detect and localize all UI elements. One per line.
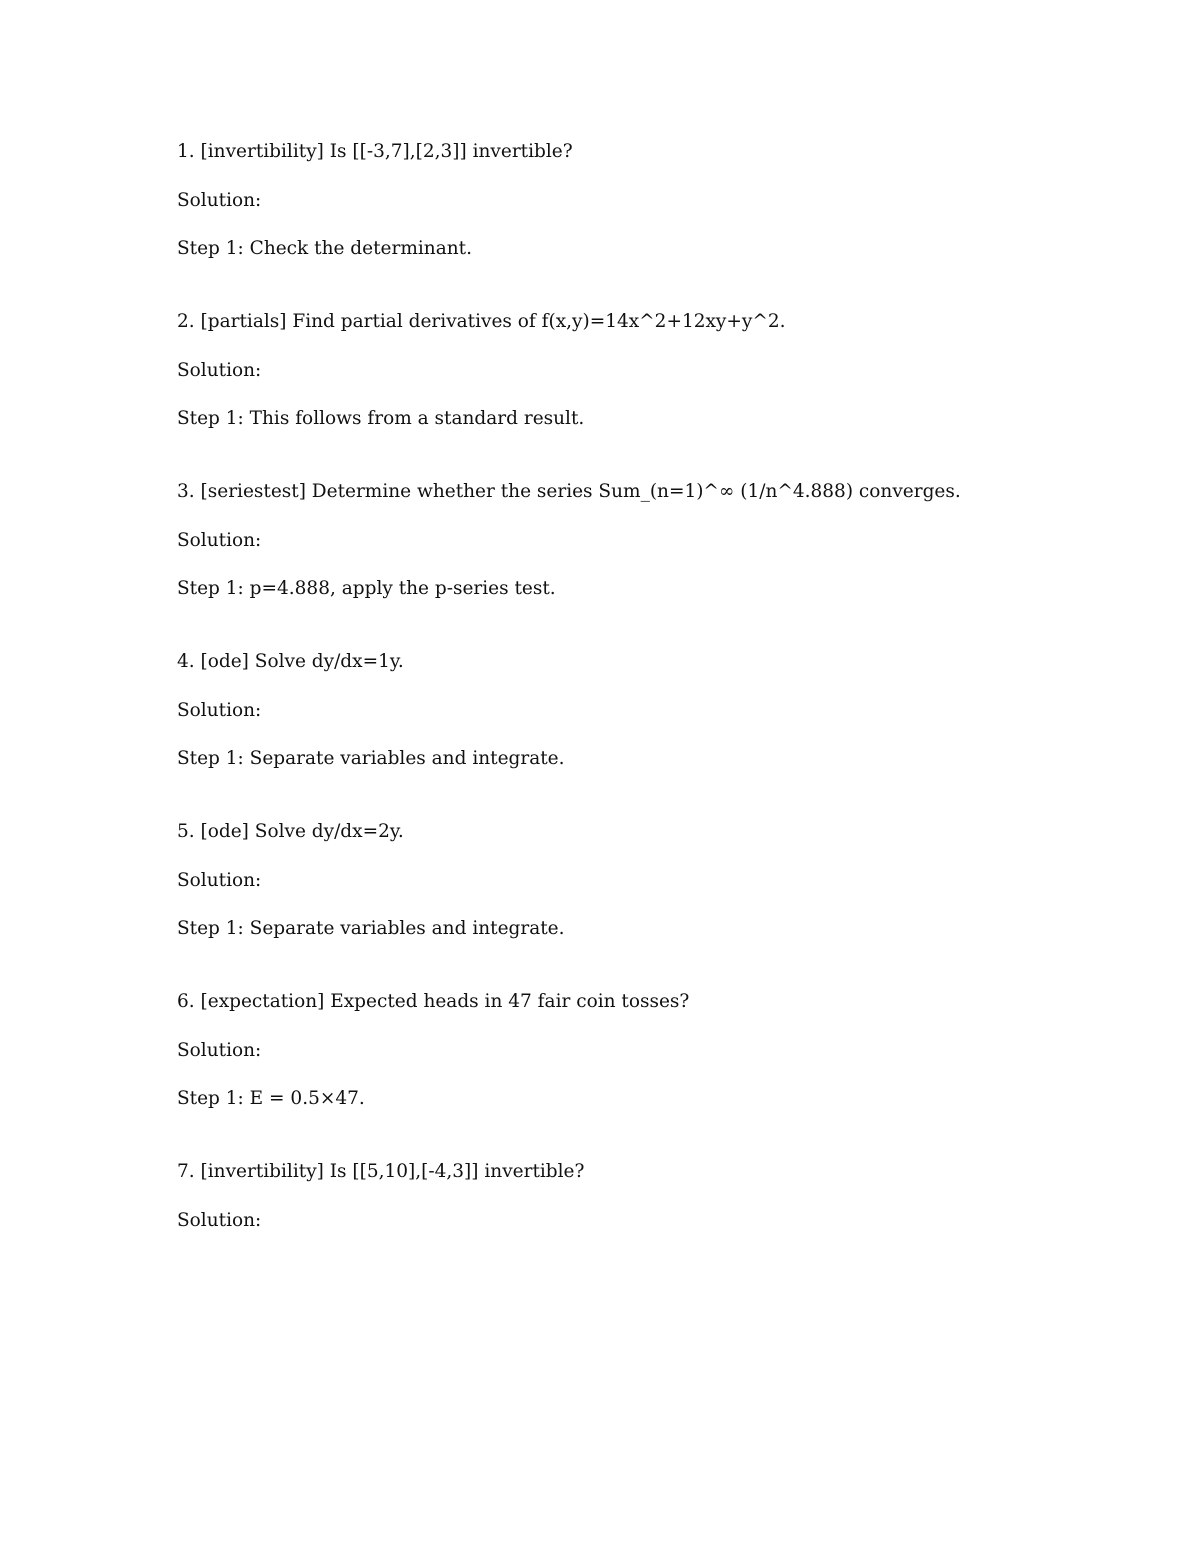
document-content bbox=[177, 140, 1117, 1257]
problem-question: 5. [ode] Solve dy/dx=2y. bbox=[177, 821, 404, 842]
problem-4 bbox=[177, 650, 1117, 771]
problem-question: 6. [expectation] Expected heads in 47 fair coin tosses? bbox=[177, 991, 690, 1012]
solution-label: Solution: bbox=[177, 1039, 262, 1061]
solution-label: Solution: bbox=[177, 189, 262, 211]
problem-5 bbox=[177, 820, 1117, 941]
problem-question: 3. [seriestest] Determine whether the series Sum_(n=1)^∞ (1/n^4.888) converges. bbox=[177, 481, 961, 502]
problem-question: 2. [partials] Find partial derivatives of f(x,y)=14x^2+12xy+y^2. bbox=[177, 311, 786, 332]
solution-label: Solution: bbox=[177, 869, 262, 891]
solution-label: Solution: bbox=[177, 529, 262, 551]
solution-step: Step 1: This follows from a standard result. bbox=[177, 408, 585, 429]
problem-2 bbox=[177, 310, 1117, 431]
solution-step: Step 1: Separate variables and integrate. bbox=[177, 748, 565, 769]
problem-3 bbox=[177, 480, 1117, 601]
solution-label: Solution: bbox=[177, 359, 262, 381]
problem-6 bbox=[177, 990, 1117, 1111]
problem-question: 1. [invertibility] Is [[-3,7],[2,3]] invertible? bbox=[177, 141, 573, 162]
solution-step: Step 1: Separate variables and integrate. bbox=[177, 918, 565, 939]
problem-question: 4. [ode] Solve dy/dx=1y. bbox=[177, 651, 404, 672]
solution-step: Step 1: Check the determinant. bbox=[177, 238, 472, 259]
solution-label: Solution: bbox=[177, 1209, 262, 1231]
solution-label: Solution: bbox=[177, 699, 262, 721]
problem-1 bbox=[177, 140, 1117, 261]
problem-7 bbox=[177, 1160, 1117, 1233]
solution-step: Step 1: p=4.888, apply the p-series test. bbox=[177, 578, 556, 599]
problem-question: 7. [invertibility] Is [[5,10],[-4,3]] invertible? bbox=[177, 1161, 585, 1182]
solution-step: Step 1: E = 0.5×47. bbox=[177, 1088, 365, 1109]
